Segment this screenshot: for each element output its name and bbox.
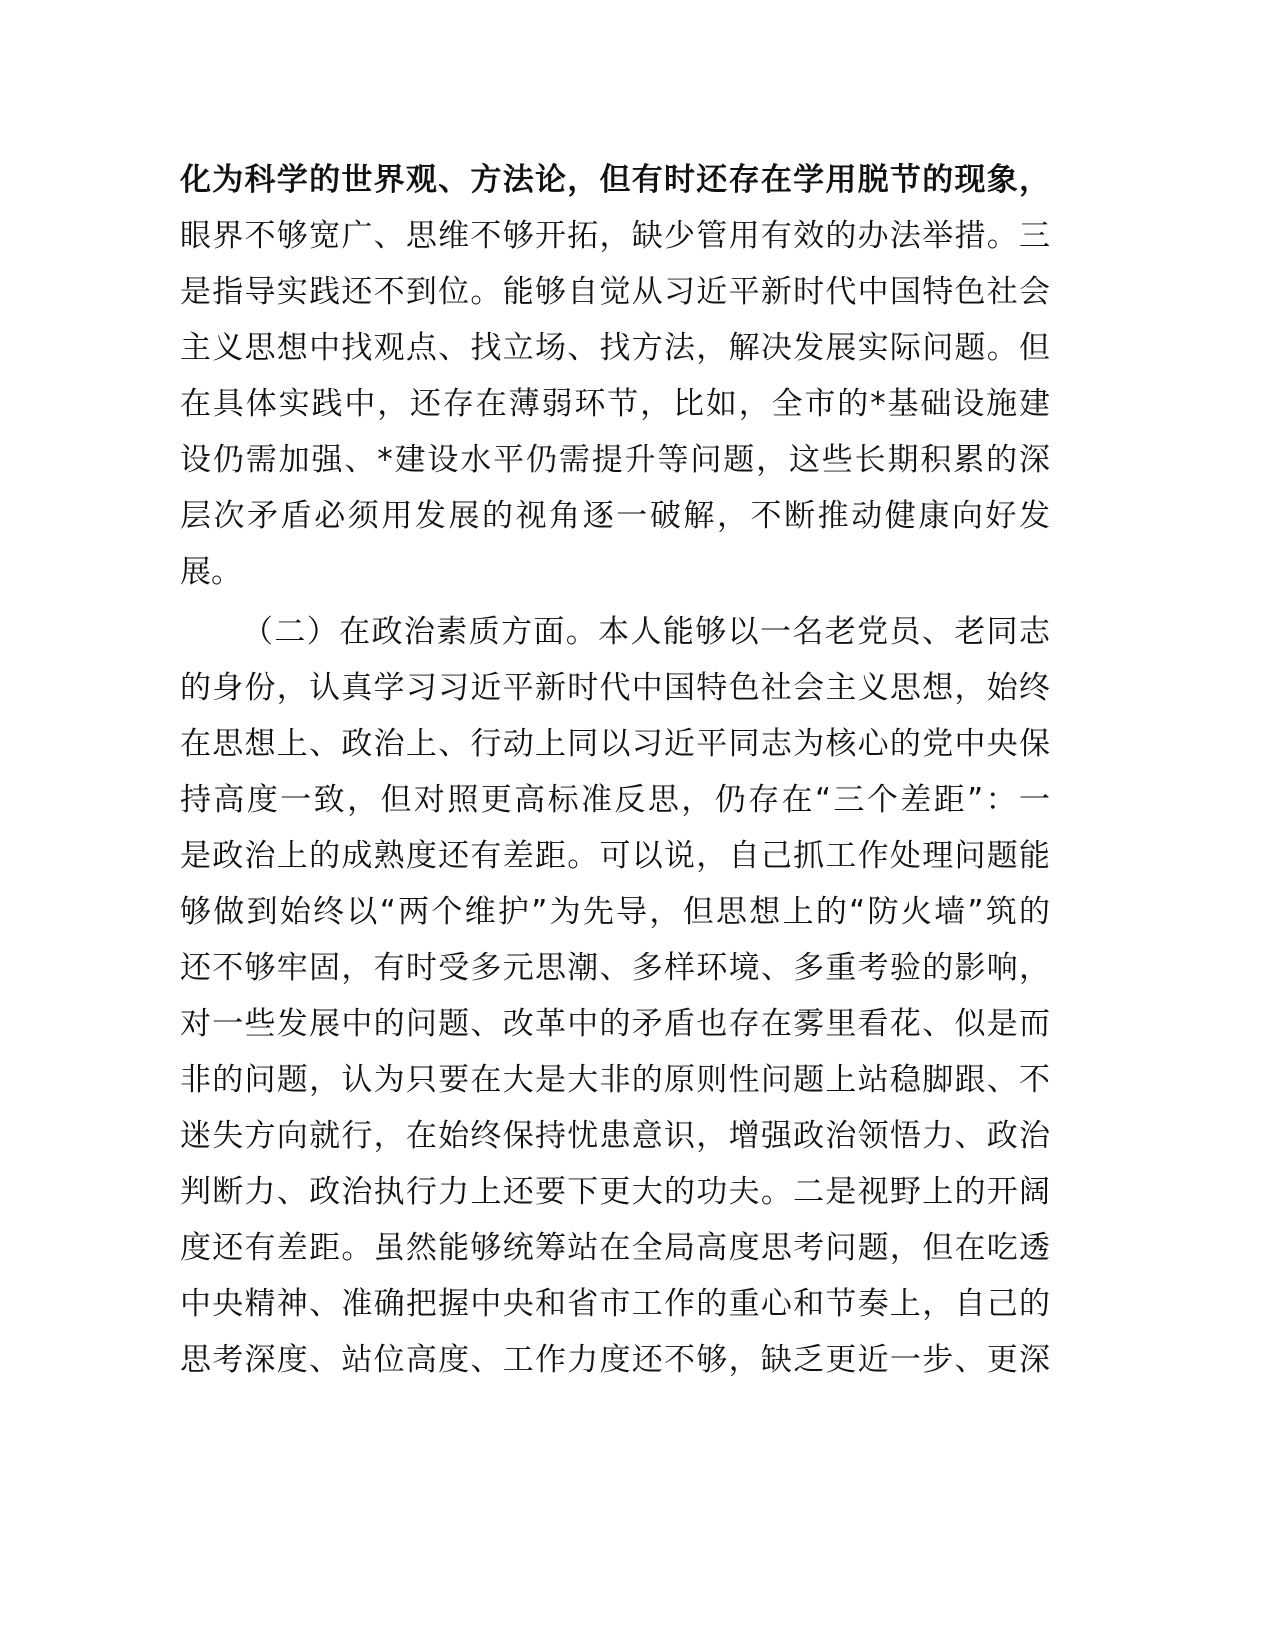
paragraph-line: 非的问题，认为只要在大是大非的原则性问题上站稳脚跟、不 — [180, 1062, 1050, 1098]
paragraph-line: 持高度一致，但对照更高标准反思，仍存在“三个差距”：一 — [180, 782, 1050, 818]
paragraph-line: 还不够牢固，有时受多元思潮、多样环境、多重考验的影响， — [180, 950, 1050, 986]
paragraph-line: 的身份，认真学习习近平新时代中国特色社会主义思想，始终 — [180, 670, 1050, 706]
paragraph-line: 中央精神、准确把握中央和省市工作的重心和节奏上，自己的 — [180, 1286, 1050, 1322]
paragraph-line: 判断力、政治执行力上还要下更大的功夫。二是视野上的开阔 — [180, 1174, 1050, 1210]
paragraph-line: 层次矛盾必须用发展的视角逐一破解，不断推动健康向好发 — [180, 498, 1050, 534]
paragraph-2 — [180, 604, 1050, 1388]
paragraph-heading-line: （二）在政治素质方面。本人能够以一名老党员、老同志 — [242, 614, 1050, 650]
paragraph-line: 够做到始终以“两个维护”为先导，但思想上的“防火墙”筑的 — [180, 894, 1050, 930]
paragraph-line: 度还有差距。虽然能够统筹站在全局高度思考问题，但在吃透 — [180, 1230, 1050, 1266]
paragraph-line: 在具体实践中，还存在薄弱环节，比如，全市的*基础设施建 — [180, 386, 1050, 422]
paragraph-line: 化为科学的世界观、方法论，但有时还存在学用脱节的现象， — [180, 162, 1050, 198]
paragraph-line: 是指导实践还不到位。能够自觉从习近平新时代中国特色社会 — [180, 274, 1050, 310]
paragraph-line: 设仍需加强、*建设水平仍需提升等问题，这些长期积累的深 — [180, 442, 1050, 478]
paragraph-1 — [180, 152, 1050, 600]
paragraph-line: 是政治上的成熟度还有差距。可以说，自己抓工作处理问题能 — [180, 838, 1050, 874]
paragraph-line: 迷失方向就行，在始终保持忧患意识，增强政治领悟力、政治 — [180, 1118, 1050, 1154]
paragraph-line: 在思想上、政治上、行动上同以习近平同志为核心的党中央保 — [180, 726, 1050, 762]
paragraph-line: 对一些发展中的问题、改革中的矛盾也存在雾里看花、似是而 — [180, 1006, 1050, 1042]
paragraph-line: 主义思想中找观点、找立场、找方法，解决发展实际问题。但 — [180, 330, 1050, 366]
paragraph-line: 眼界不够宽广、思维不够开拓，缺少管用有效的办法举措。三 — [180, 218, 1050, 254]
paragraph-line: 思考深度、站位高度、工作力度还不够，缺乏更近一步、更深 — [180, 1342, 1050, 1378]
paragraph-line: 展。 — [180, 554, 242, 590]
